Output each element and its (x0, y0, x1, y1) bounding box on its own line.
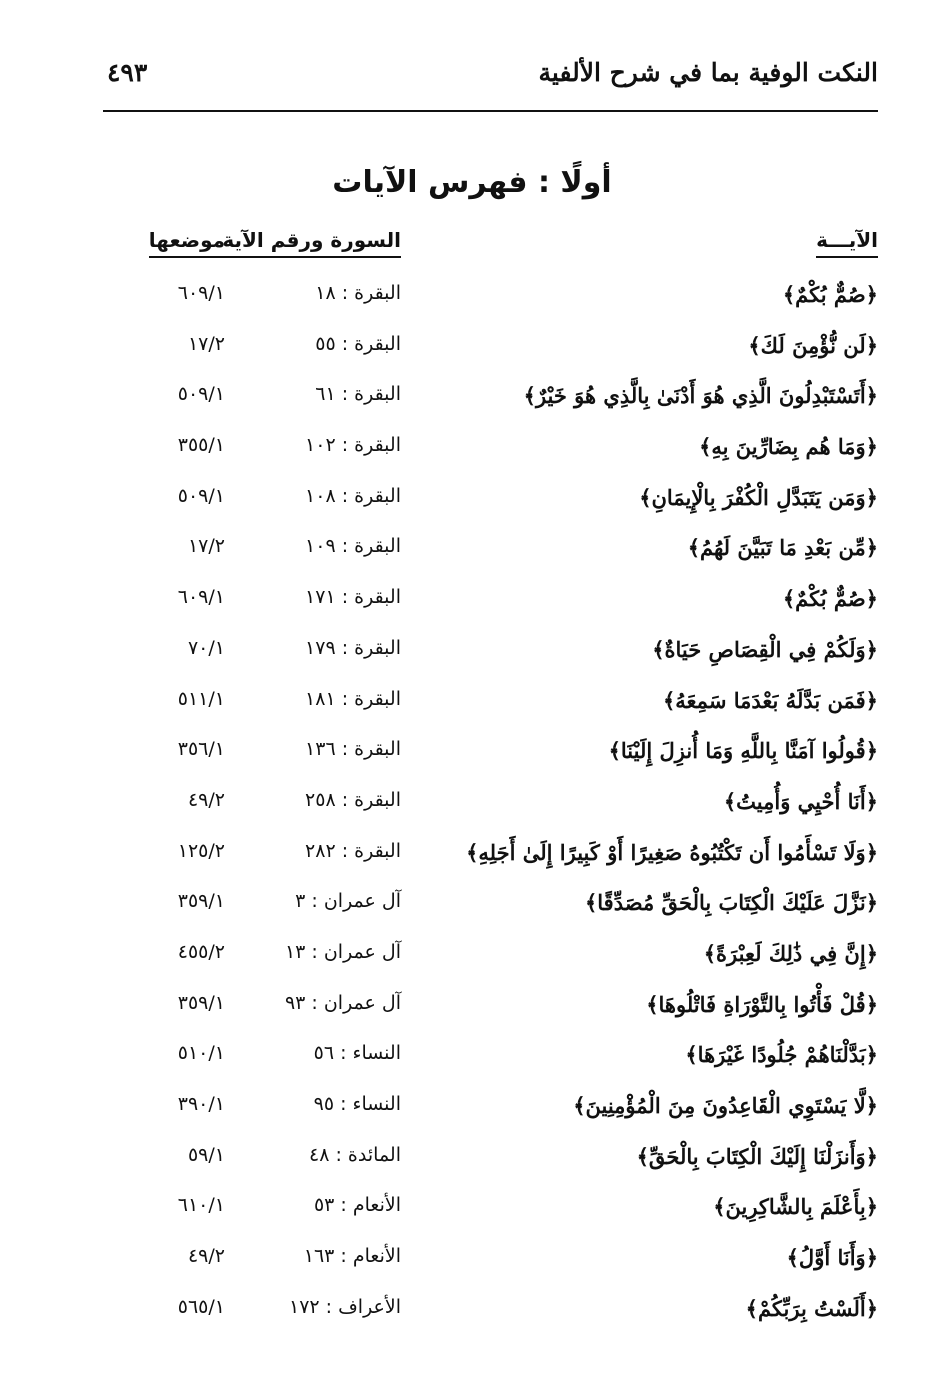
surah-reference: آل عمران : ٣ (295, 890, 401, 913)
table-row (0, 1290, 944, 1341)
table-row (0, 783, 944, 834)
page-location: ٦٠٩/١ (177, 282, 225, 304)
ayah-text: ﴿وَأَنَا أَوَّلُ﴾ (786, 1245, 878, 1271)
page-location: ٣٥٥/١ (177, 434, 225, 457)
ayah-text: ﴿لَن نُّؤْمِنَ لَكَ﴾ (748, 332, 878, 358)
section-title: أولًا : فهرس الآيات (332, 165, 612, 200)
ayah-text: ﴿أَتَسْتَبْدِلُونَ الَّذِي هُوَ أَدْنَىٰ بِالَّذِي هُوَ خَيْرٌ﴾ (523, 383, 878, 409)
ayah-text: ﴿وَمَن يَتَبَدَّلِ الْكُفْرَ بِالْإِيمَانِ﴾ (639, 484, 878, 510)
table-row (0, 377, 944, 428)
page-location: ٣٩٠/١ (177, 1093, 225, 1115)
column-header-ayah: الآيـــة (816, 228, 878, 258)
column-header-surah: السورة ورقم الآية (222, 228, 401, 258)
ayah-text: ﴿إِنَّ فِي ذَٰلِكَ لَعِبْرَةً﴾ (703, 940, 878, 966)
table-row (0, 529, 944, 580)
table-row (0, 986, 944, 1037)
ayah-text: ﴿بِأَعْلَمَ بِالشَّاكِرِينَ﴾ (713, 1194, 878, 1220)
table-row (0, 834, 944, 885)
page-location: ٣٥٦/١ (177, 738, 225, 761)
page-location: ٦٠٩/١ (177, 586, 225, 609)
surah-reference: البقرة : ١٧٩ (305, 636, 401, 659)
table-row (0, 1188, 944, 1239)
page-location: ٤٩/٢ (187, 1245, 225, 1268)
surah-reference: البقرة : ١٨١ (305, 687, 401, 710)
running-header (103, 58, 878, 112)
ayah-text: ﴿أَلَسْتُ بِرَبِّكُمْ﴾ (745, 1295, 878, 1321)
ayah-text: ﴿مِّن بَعْدِ مَا تَبَيَّنَ لَهُمُ﴾ (687, 535, 878, 561)
ayah-text: ﴿قُولُوا آمَنَّا بِاللَّهِ وَمَا أُنزِلَ إِلَيْنَا﴾ (608, 738, 878, 764)
surah-reference: البقرة : ٢٨٢ (305, 839, 401, 862)
index-table (0, 276, 944, 1340)
ayah-text: ﴿وَلَا تَسْأَمُوا أَن تَكْتُبُوهُ صَغِيرًا أَوْ كَبِيرًا إِلَىٰ أَجَلِهِ﴾ (466, 839, 878, 865)
ayah-text: ﴿قُلْ فَأْتُوا بِالتَّوْرَاةِ فَاتْلُوهَا﴾ (646, 991, 878, 1017)
page-location: ٣٥٩/١ (177, 991, 225, 1014)
surah-reference: آل عمران : ١٣ (284, 940, 401, 963)
page-location: ٧٠/١ (187, 636, 225, 659)
page-location: ٥٩/١ (187, 1143, 225, 1166)
table-row (0, 682, 944, 733)
table-row (0, 1138, 944, 1189)
ayah-text: ﴿وَلَكُمْ فِي الْقِصَاصِ حَيَاةٌ﴾ (652, 636, 878, 662)
page-location: ٤٥٥/٢ (177, 940, 225, 963)
ayah-text: ﴿صُمٌّ بُكْمٌ﴾ (782, 282, 878, 307)
page-location: ٥٠٩/١ (177, 484, 225, 507)
surah-reference: البقرة : ١٨ (315, 282, 401, 304)
page-location: ٥١٠/١ (177, 1042, 225, 1065)
surah-reference: النساء : ٩٥ (313, 1093, 401, 1115)
surah-reference: البقرة : ١٣٦ (305, 738, 401, 761)
table-row (0, 580, 944, 631)
ayah-text: ﴿صُمٌّ بُكْمٌ﴾ (782, 586, 878, 612)
surah-reference: البقرة : ١٠٢ (305, 434, 401, 457)
surah-reference: الأنعام : ١٦٣ (303, 1245, 401, 1268)
page-location: ٥٠٩/١ (177, 383, 225, 406)
page-location: ٣٥٩/١ (177, 890, 225, 913)
table-row (0, 732, 944, 783)
surah-reference: المائدة : ٤٨ (309, 1143, 401, 1166)
ayah-text: ﴿لَّا يَسْتَوِي الْقَاعِدُونَ مِنَ الْمُؤْمِنِينَ﴾ (573, 1093, 878, 1118)
table-row (0, 884, 944, 935)
page-number: ٤٩٣ (107, 58, 148, 87)
page-location: ١٢٥/٢ (177, 839, 225, 862)
page-location: ٦١٠/١ (177, 1194, 225, 1217)
surah-reference: الأعراف : ١٧٢ (288, 1295, 401, 1318)
table-row (0, 1239, 944, 1290)
surah-reference: البقرة : ١٠٨ (305, 484, 401, 507)
surah-reference: البقرة : ٢٥٨ (305, 788, 401, 811)
ayah-text: ﴿فَمَن بَدَّلَهُ بَعْدَمَا سَمِعَهُ﴾ (662, 687, 878, 713)
table-row (0, 479, 944, 530)
table-row (0, 1087, 944, 1138)
surah-reference: البقرة : ٦١ (315, 383, 401, 406)
table-row (0, 935, 944, 986)
ayah-text: ﴿أَنَا أُحْيِي وَأُمِيتُ﴾ (723, 788, 878, 814)
surah-reference: الأنعام : ٥٣ (313, 1194, 401, 1217)
table-row (0, 428, 944, 479)
surah-reference: آل عمران : ٩٣ (284, 991, 401, 1014)
ayah-text: ﴿وَأَنزَلْنَا إِلَيْكَ الْكِتَابَ بِالْحَقِّ﴾ (636, 1143, 878, 1169)
table-row (0, 276, 944, 327)
page-location: ١٧/٢ (187, 332, 225, 355)
ayah-text: ﴿بَدَّلْنَاهُمْ جُلُودًا غَيْرَهَا﴾ (685, 1042, 878, 1068)
book-title: النكت الوفية بما في شرح الألفية (538, 58, 878, 87)
surah-reference: البقرة : ١٠٩ (305, 535, 401, 558)
page-location: ٤٩/٢ (187, 788, 225, 811)
table-row (0, 1036, 944, 1087)
table-row (0, 631, 944, 682)
surah-reference: النساء : ٥٦ (313, 1042, 401, 1065)
page-location: ٥٦٥/١ (177, 1295, 225, 1318)
page-location: ١٧/٢ (187, 535, 225, 558)
page-location: ٥١١/١ (177, 687, 225, 710)
column-header-place: موضعها (149, 228, 225, 258)
ayah-text: ﴿نَزَّلَ عَلَيْكَ الْكِتَابَ بِالْحَقِّ مُصَدِّقًا﴾ (584, 890, 878, 916)
surah-reference: البقرة : ١٧١ (305, 586, 401, 609)
surah-reference: البقرة : ٥٥ (315, 332, 401, 355)
table-row (0, 327, 944, 378)
ayah-text: ﴿وَمَا هُم بِضَارِّينَ بِهِ﴾ (699, 434, 878, 460)
